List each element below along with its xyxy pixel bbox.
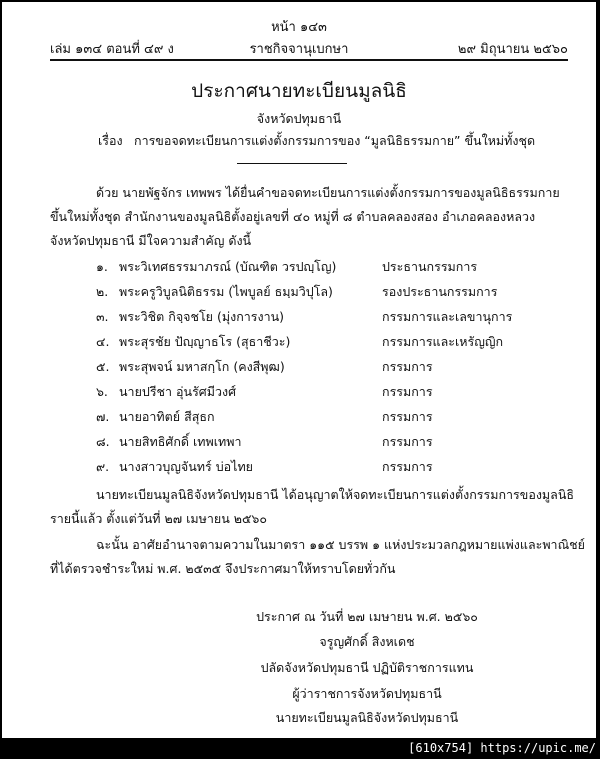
paragraph-1-line-1: ด้วย นายพัฐจักร เทพพร ได้ยื่นคำขอจดทะเบียนการแต่งตั้งกรรมการของมูลนิธิธรรมกาย: [96, 185, 560, 200]
committee-role: รองประธานกรรมการ: [382, 284, 498, 299]
committee-name: นางสาวบุญจันทร์ บ่อไทย: [119, 459, 254, 474]
committee-num: ๕.: [96, 359, 110, 374]
committee-num: ๖.: [96, 384, 108, 399]
committee-num: ๓.: [96, 309, 109, 324]
committee-name: พระวิเทศธรรมาภรณ์ (บัณฑิต วรปญฺโญ): [119, 259, 337, 274]
committee-name: พระครูวิบูลนิติธรรม (ไพบูลย์ ธมฺมวิปุโล): [119, 284, 333, 299]
committee-num: ๘.: [96, 434, 110, 449]
committee-name: พระสุรชัย ปัญฺญาธโร (สุธาชีวะ): [119, 334, 291, 349]
signer-position-3: นายทะเบียนมูลนิธิจังหวัดปทุมธานี: [275, 710, 459, 725]
signature-date: ประกาศ ณ วันที่ ๒๗ เมษายน พ.ศ. ๒๕๖๐: [256, 609, 478, 624]
committee-name: พระสุพจน์ มหาสกฺโก (คงสีพุฒ): [119, 359, 285, 374]
committee-name: นายสิทธิศักดิ์ เทพเทพา: [119, 434, 242, 449]
header-rule: [50, 59, 568, 61]
document-page: [2, 2, 596, 738]
signer-name: จรูญศักดิ์ สิงหเดช: [319, 634, 415, 649]
signer-position-1: ปลัดจังหวัดปทุมธานี ปฏิบัติราชการแทน: [260, 660, 474, 675]
committee-role: กรรมการ: [382, 459, 433, 474]
watermark: [610x754] https://upic.me/: [408, 741, 596, 755]
committee-role: ประธานกรรมการ: [382, 259, 478, 274]
gazette-date: ๒๙ มิถุนายน ๒๕๖๐: [457, 42, 568, 57]
paragraph-1-line-2: ขึ้นใหม่ทั้งชุด สำนักงานของมูลนิธิตั้งอยู่เลขที่ ๔๐ หมู่ที่ ๘ ตำบลคลองสอง อำเภอคลองหลวง: [50, 209, 536, 224]
committee-name: พระวิชิต กิจฺจชโย (มุ่งการงาน): [119, 309, 285, 324]
committee-num: ๒.: [96, 284, 109, 299]
committee-num: ๑.: [96, 259, 108, 274]
committee-num: ๙.: [96, 459, 110, 474]
committee-role: กรรมการ: [382, 409, 433, 424]
committee-num: ๗.: [96, 409, 110, 424]
paragraph-3-line-1: ฉะนั้น อาศัยอำนาจตามความในมาตรา ๑๑๕ บรรพ ๑ แห่งประมวลกฎหมายแพ่งและพาณิชย์: [96, 537, 585, 552]
subject-label: เรื่อง: [98, 133, 123, 148]
volume-issue: เล่ม ๑๓๔ ตอนที่ ๔๙ ง: [50, 42, 174, 57]
paragraph-2-line-1: นายทะเบียนมูลนิธิจังหวัดปทุมธานี ได้อนุญาตให้จดทะเบียนการแต่งตั้งกรรมการของมูลนิธิ: [96, 487, 575, 502]
announcement-title: ประกาศนายทะเบียนมูลนิธิ: [191, 80, 407, 102]
committee-name: นายอาทิตย์ สีสุธก: [119, 409, 215, 424]
committee-role: กรรมการ: [382, 434, 433, 449]
province-line: จังหวัดปทุมธานี: [256, 111, 342, 126]
subject-text: การขอจดทะเบียนการแต่งตั้งกรรมการของ “มูลนิธิธรรมกาย” ขึ้นใหม่ทั้งชุด: [134, 133, 536, 148]
paragraph-3-line-2: ที่ได้ตรวจชำระใหม่ พ.ศ. ๒๕๓๕ จึงประกาศมาให้ทราบโดยทั่วกัน: [50, 561, 396, 576]
paragraph-2-line-2: รายนี้แล้ว ตั้งแต่วันที่ ๒๗ เมษายน ๒๕๖๐: [50, 511, 267, 526]
committee-role: กรรมการ: [382, 384, 433, 399]
signer-position-2: ผู้ว่าราชการจังหวัดปทุมธานี: [292, 686, 442, 701]
committee-num: ๔.: [96, 334, 110, 349]
committee-role: กรรมการและเลขานุการ: [382, 309, 513, 324]
committee-role: กรรมการ: [382, 359, 433, 374]
gazette-name: ราชกิจจานุเบกษา: [249, 42, 349, 57]
title-divider: [237, 163, 347, 164]
paragraph-1-line-3: จังหวัดปทุมธานี มีใจความสำคัญ ดังนี้: [50, 233, 252, 248]
committee-role: กรรมการและเหรัญญิก: [382, 334, 504, 349]
page-number: หน้า ๑๔๓: [271, 20, 327, 35]
committee-name: นายปรีชา อุ่นรัศมีวงศ์: [119, 384, 237, 399]
